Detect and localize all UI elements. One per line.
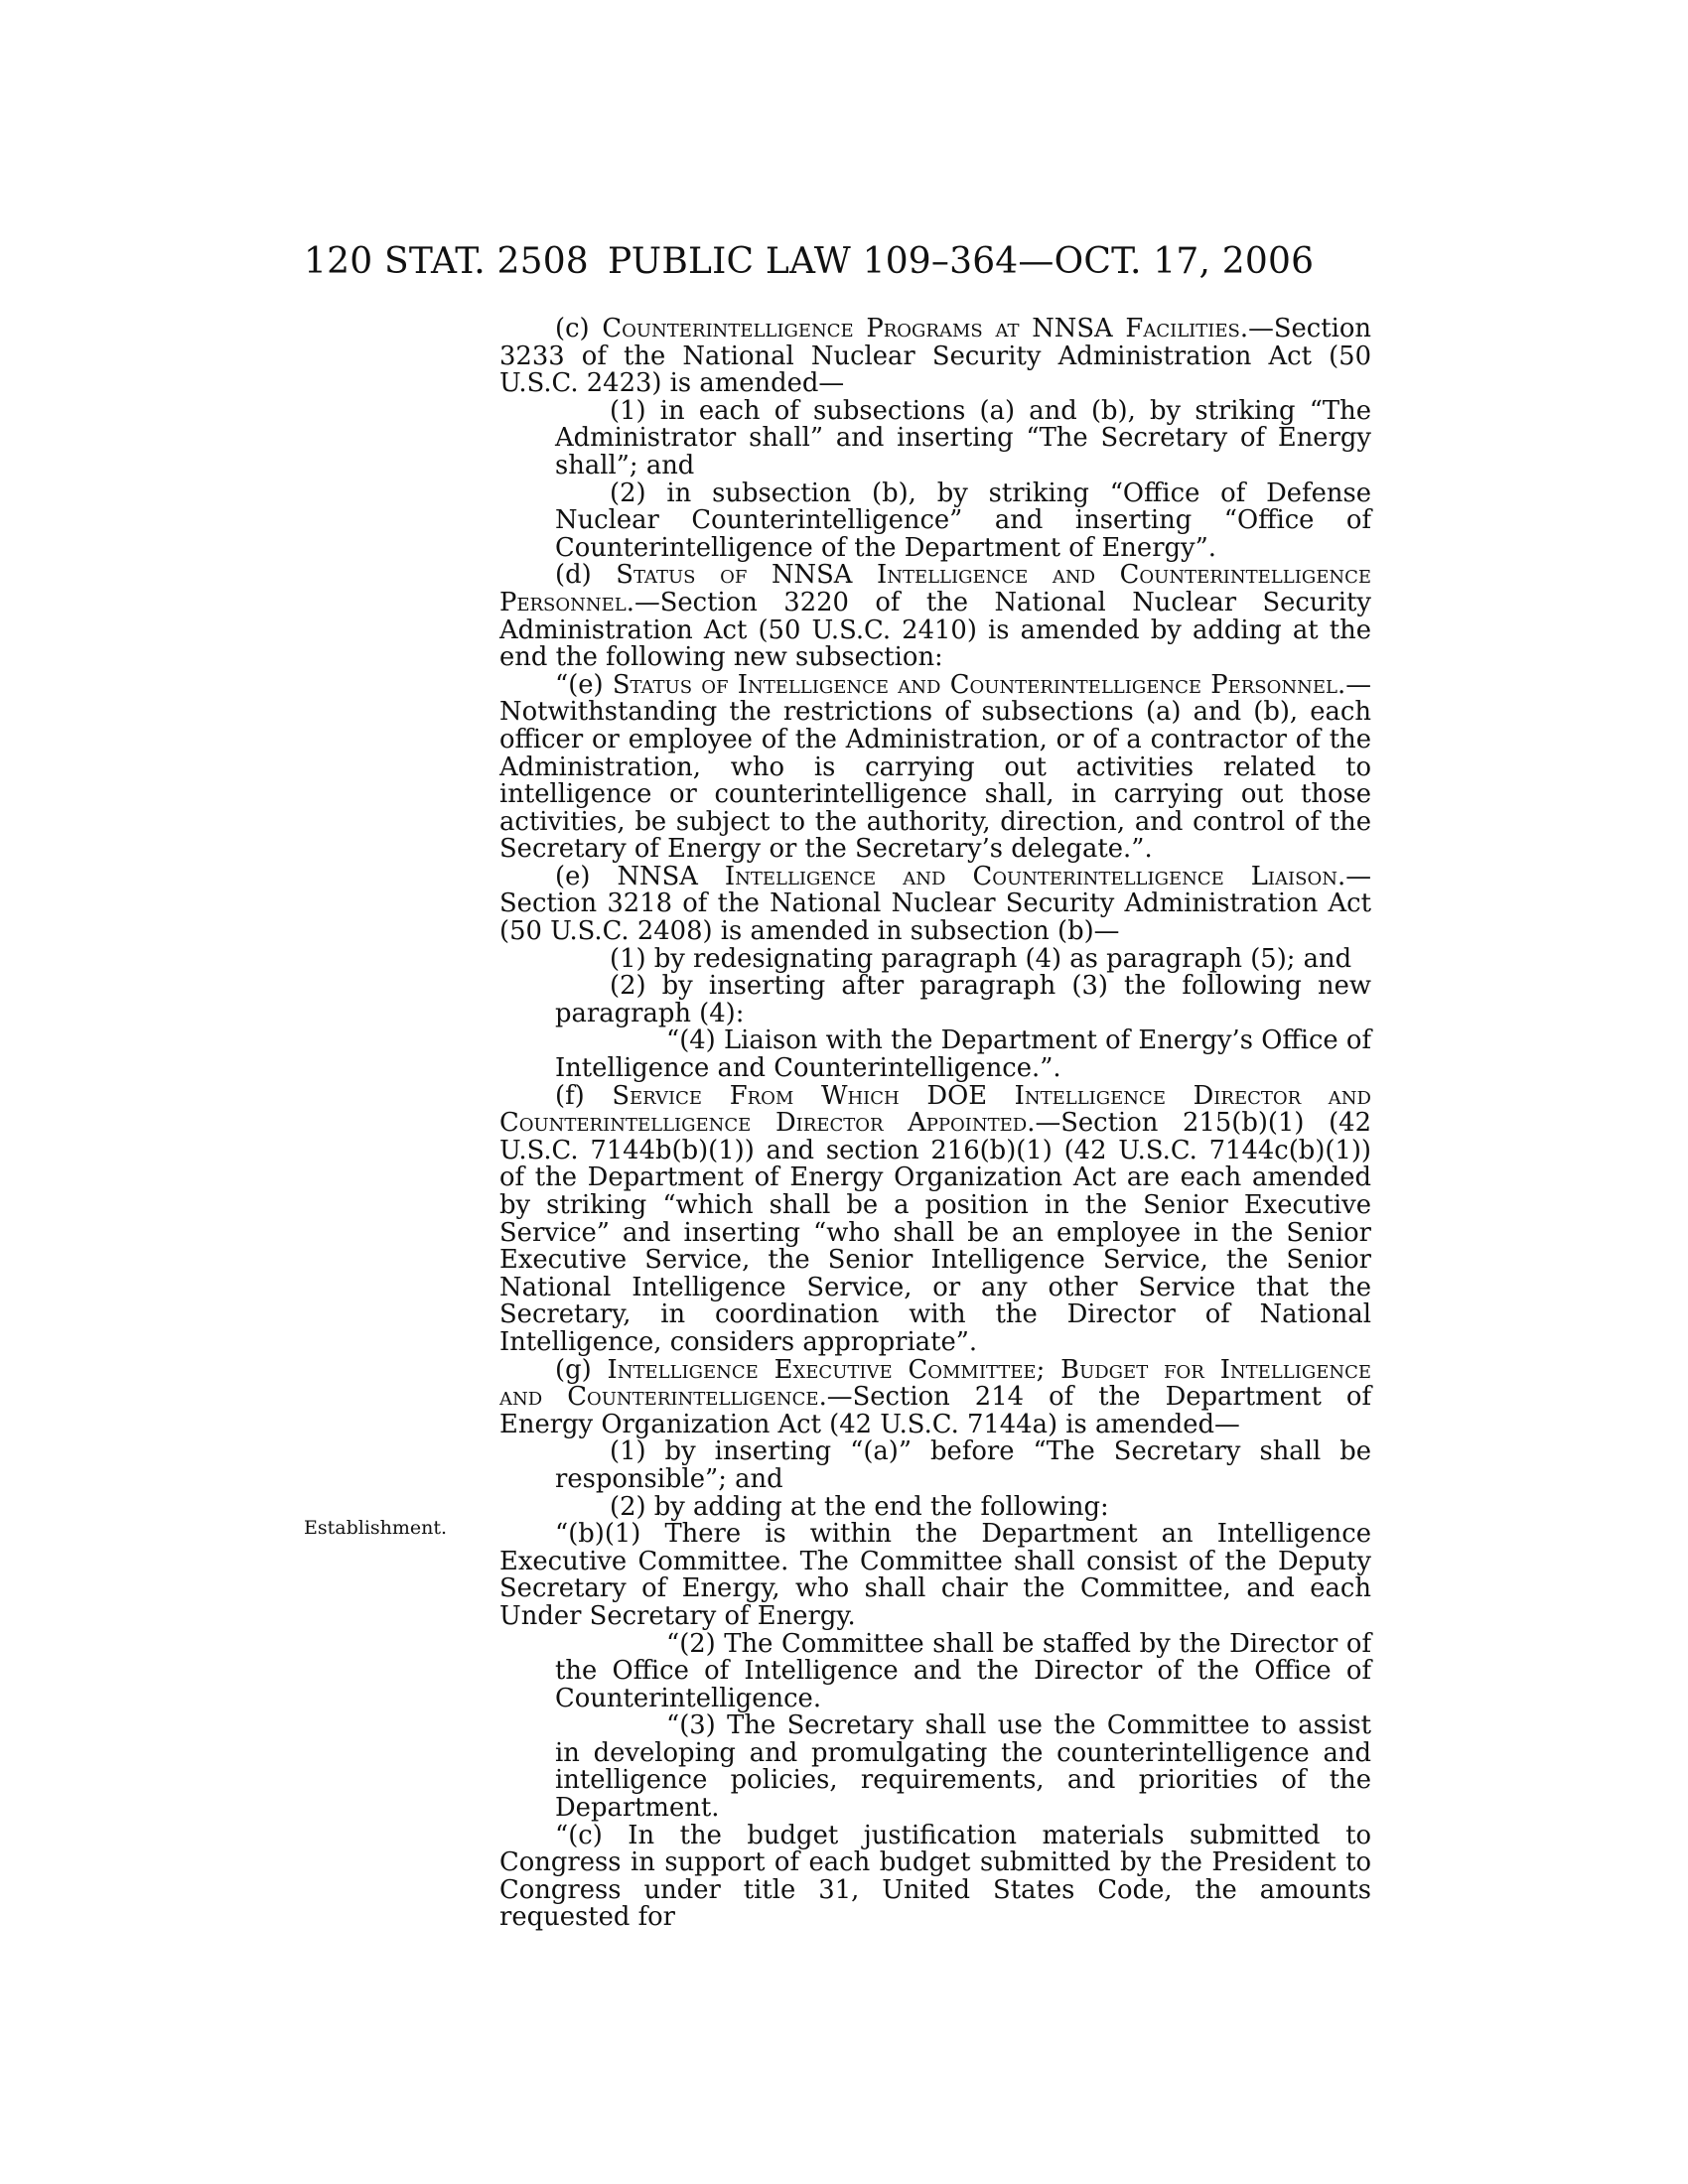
subsection-c: (c) Counterintelligence Programs at NNSA Facilities.—Section 3233 of the National Nuclear Security Administration Act (50 U.S.C. 2423) is amended—	[499, 314, 1372, 399]
quoted-paragraph-2: “(2) The Committee shall be staffed by the Director of the Office of Intelligence and the Director of the Office of Counterintelligence.	[555, 1628, 1371, 1713]
paragraph-g1: (1) by inserting “(a)” before “The Secretary shall be responsible”; and	[555, 1436, 1371, 1494]
subsection-heading: Status of NNSA Intelligence and Counterintelligence Personnel.	[499, 560, 1371, 617]
subsection-g: (g) Intelligence Executive Committee; Budget for Intelligence and Counterintelligence.—Section 214 of the Department of Energy Organization Act (42 U.S.C. 7144a) is amended—	[499, 1354, 1371, 1439]
subsection-heading: Intelligence Executive Committee; Budget for Intelligence and Counterintelligence.	[499, 1354, 1371, 1413]
subsection-d: (d) Status of NNSA Intelligence and Counterintelligence Personnel.—Section 3220 of the National Nuclear Security Administration Act (50 U.S.C. 2410) is amended by adding at the end the following new subsection:	[499, 560, 1371, 673]
paragraph-c1: (1) in each of subsections (a) and (b), by striking “The Administrator shall” and inserting “The Secretary of Energy shall”; and	[555, 395, 1371, 480]
subsection-e: (e) NNSA Intelligence and Counterintelligence Liaison.—Section 3218 of the National Nuclear Security Administration Act (50 U.S.C. 2408) is amended in subsection (b)—	[499, 861, 1371, 947]
stat-page-citation: 120 STAT. 2508	[304, 241, 589, 282]
subsection-f: (f) Service From Which DOE Intelligence Director and Counterintelligence Director Appointed.—Section 215(b)(1) (42 U.S.C. 7144b(b)(1)) and section 216(b)(1) (42 U.S.C. 7144c(b)(1)) of the Department of Energy Organization Act are each amended by striking “which shall be a position in the Senior Executive Service” and inserting “who shall be an employee in the Senior Executive Service, the Senior Intelligence Service, the Senior National Intelligence Service, or any other Service that the Secretary, in coordination with the Director of National Intelligence, considers appropriate”.	[499, 1080, 1371, 1357]
subsection-heading: NNSA Intelligence and Counterintelligence Liaison.	[617, 861, 1346, 891]
paragraph-e2: (2) by inserting after paragraph (3) the following new paragraph (4):	[555, 971, 1371, 1028]
paragraph-g2: (2) by adding at the end the following:	[610, 1491, 1109, 1522]
quoted-subsection-c: “(c) In the budget justification materials submitted to Congress in support of each budget submitted by the President to Congress under title 31, United States Code, the amounts requested for	[499, 1820, 1371, 1933]
quoted-paragraph-3: “(3) The Secretary shall use the Committee to assist in developing and promulgating the counterintelligence and intelligence policies, requirements, and priorities of the Department.	[555, 1710, 1371, 1824]
statute-body	[499, 316, 1371, 1932]
quoted-subsection-b1: “(b)(1) There is within the Department an Intelligence Executive Committee. The Committee shall consist of the Deputy Secretary of Energy, who shall chair the Committee, and each Under Secretary of Energy.	[499, 1519, 1371, 1631]
subsection-heading: Status of Intelligence and Counterintelligence Personnel.	[612, 669, 1346, 700]
margin-note-establishment: Establishment.	[304, 1517, 448, 1539]
law-title-date: PUBLIC LAW 109–364—OCT. 17, 2006	[608, 241, 1315, 282]
paragraph-e1: (1) by redesignating paragraph (4) as paragraph (5); and	[610, 943, 1352, 974]
paragraph-c2: (2) in subsection (b), by striking “Office of Defense Nuclear Counterintelligence” and inserting “Office of Counterintelligence of the Department of Energy”.	[555, 478, 1371, 563]
subsection-heading: Counterintelligence Programs at NNSA Facilities.	[602, 314, 1249, 343]
quoted-paragraph-4: “(4) Liaison with the Department of Energy’s Office of Intelligence and Counterintelligence.”.	[555, 1025, 1371, 1084]
subsection-heading: Service From Which DOE Intelligence Director and Counterintelligence Director Appointed.	[499, 1080, 1371, 1139]
quoted-subsection-e: “(e) Status of Intelligence and Counterintelligence Personnel.—Notwithstanding the restrictions of subsections (a) and (b), each officer or employee of the Administration, or of a contractor of the Administration, who is carrying out activities related to intelligence or counterintelligence shall, in carrying out those activities, be subject to the authority, direction, and control of the Secretary of Energy or the Secretary’s delegate.”.	[499, 669, 1371, 865]
